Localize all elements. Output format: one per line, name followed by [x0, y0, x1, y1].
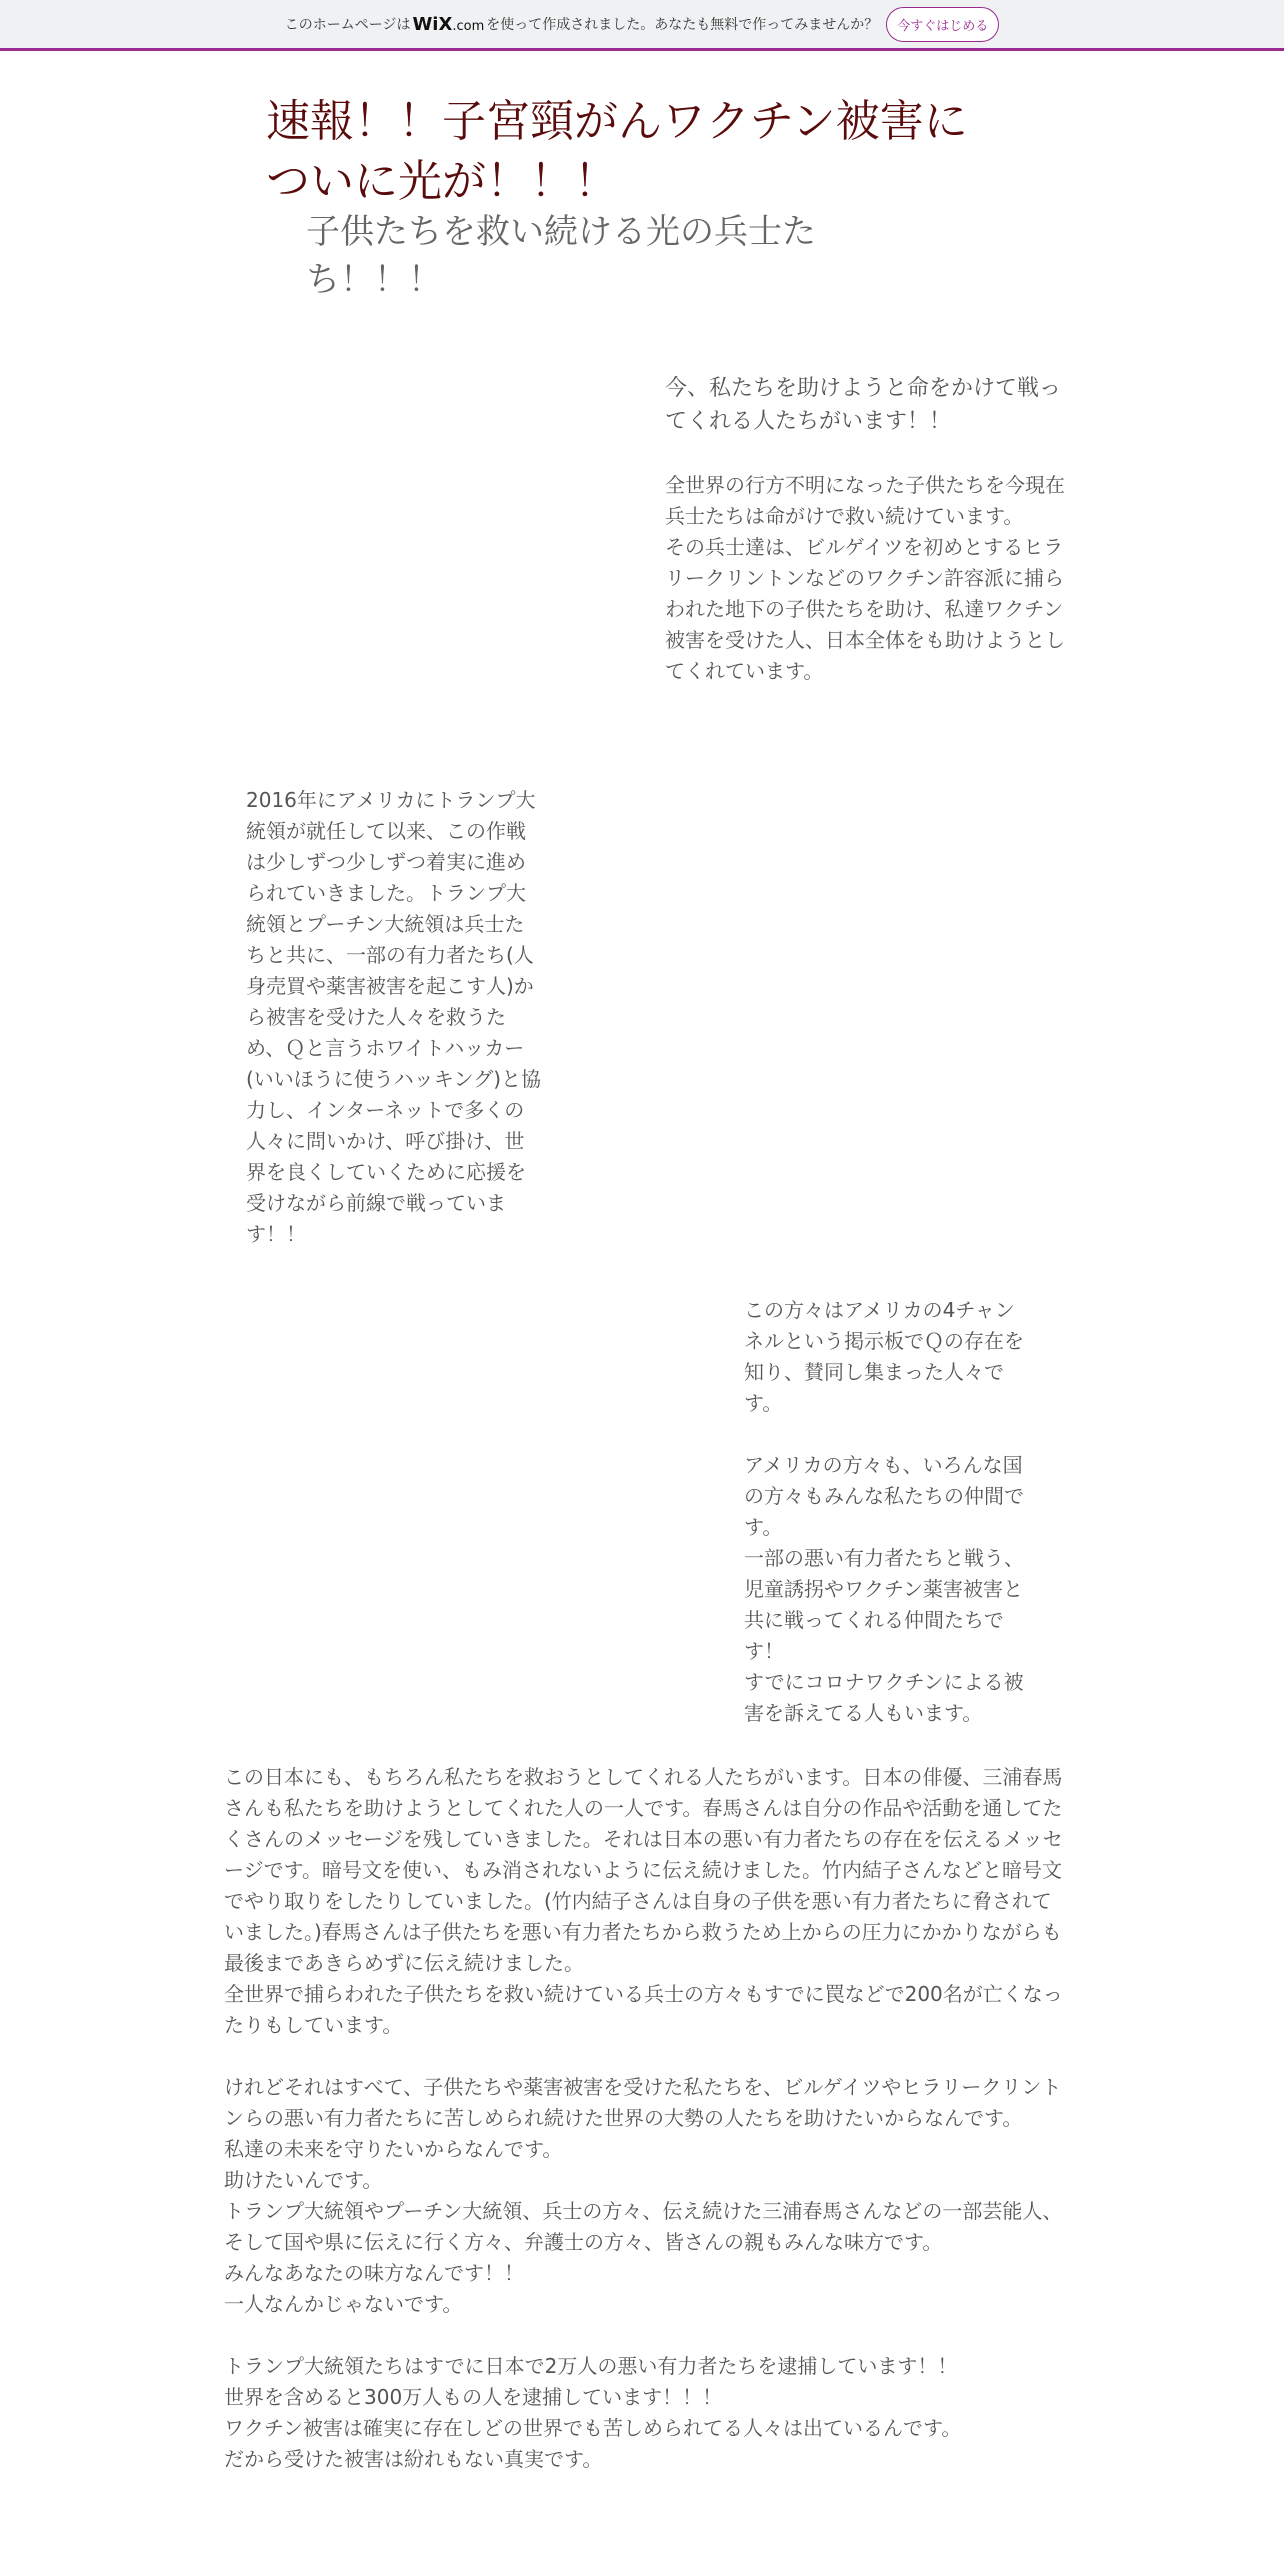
section1-line: その兵士達は、ビルゲイツを初めとするヒラリークリントンなどのワクチン許容派に捕らわれた地下の子供たちを助け、私達ワクチン被害を受けた人、日本全体をも助けようとしてくれています。 [665, 535, 1065, 683]
wix-logo[interactable] [412, 14, 484, 35]
wix-banner-text-after: を使って作成されました。あなたも無料で作ってみませんか？ [486, 17, 879, 33]
page-headline: 速報！！子宮頸がんワクチン被害についに光が！！！ [266, 96, 968, 207]
section1-lead [665, 372, 1065, 438]
section3-line: 一部の悪い有力者たちと戦う、児童誘拐やワクチン薬害被害と共に戦ってくれる仲間たちです！ [744, 1546, 1024, 1663]
section4-line: 助けたいんです。 [224, 2168, 383, 2192]
section4-line: 全世界で捕らわれた子供たちを救い続けている兵士の方々もすでに罠などで200名が亡くなったりもしています。 [224, 1982, 1063, 2037]
section4-line: けれどそれはすべて、子供たちや薬害被害を受けた私たちを、ビルゲイツやヒラリークリントンらの悪い有力者たちに苦しめられ続けた世界の大勢の人たちを助けたいからなんです。 [224, 2075, 1062, 2130]
section3-line: アメリカの方々も、いろんな国の方々もみんな私たちの仲間です。 [744, 1453, 1024, 1539]
section4-line: トランプ大統領たちはすでに日本で2万人の悪い有力者たちを逮捕しています！！ [224, 2354, 958, 2378]
section4-line: トランプ大統領やプーチン大統領、兵士の方々、伝え続けた三浦春馬さんなどの一部芸能人、そして国や県に伝えに行く方々、弁護士の方々、皆さんの親もみんな味方です。 [224, 2199, 1063, 2254]
wix-banner-text-before: このホームページは [284, 17, 411, 33]
section4-line: この日本にも、もちろん私たちを救おうとしてくれる人たちがいます。日本の俳優、三浦春馬さんも私たちを助けようとしてくれた人の一人です。春馬さんは自分の作品や活動を通してたくさんのメッセージを残していきました。それは日本の悪い有力者たちの存在を伝えるメッセージです。暗号文を使い、もみ消されないように伝え続けました。竹内結子さんなどと暗号文でやり取りをしたりしていました。(竹内結子さんは自身の子供を悪い有力者たちに脅されていました。)春馬さんは子供たちを悪い有力者たちから救うため上からの圧力にかかりながらも最後まであきらめずに伝え続けました。 [224, 1765, 1063, 1975]
section4-line: 世界を含めると300万人もの人を逮捕しています！！！ [224, 2385, 723, 2409]
page-subhead: 子供たちを救い続ける光の兵士たち！！！ [306, 212, 816, 300]
start-now-button[interactable]: 今すぐはじめる [886, 7, 999, 42]
section4-line: みんなあなたの味方なんです！！ [224, 2261, 524, 2285]
section4-spacer [224, 2041, 1064, 2072]
section2-line: 2016年にアメリカにトランプ大統領が就任して以来、この作戦は少しずつ少しずつ着実に進められていきました。トランプ大統領とプーチン大統領は兵士たちと共に、一部の有力者たち(人身売買や薬害被害を起こす人)から被害を受けた人々を救うため、Ｑと言うホワイトハッカー(いいほうに使うハッキング)と協力し、インターネットで多くの人々に問いかけ、呼び掛け、世界を良くしていくために応援を受けながら前線で戦っています！！ [246, 788, 542, 1246]
section4-line: 私達の未来を守りたいからなんです。 [224, 2137, 563, 2161]
section3-body [744, 1295, 1034, 1729]
section1-body [665, 470, 1065, 687]
section4-body [224, 1762, 1064, 2475]
section4-line: だから受けた被害は紛れもない真実です。 [224, 2447, 603, 2471]
section4-line: ワクチン被害は確実に存在しどの世界でも苦しめられてる人々は出ているんです。 [224, 2416, 962, 2440]
wix-promo-banner [0, 0, 1284, 51]
section4-line: 一人なんかじゃないです。 [224, 2292, 463, 2316]
wix-logo-suffix: .com [452, 18, 485, 34]
section3-line: この方々はアメリカの4チャンネルという掲示板でＱの存在を知り、賛同し集まった人々です。 [744, 1298, 1024, 1415]
section2-body [246, 785, 542, 1250]
section1-lead-line: 今、私たちを助けようと命をかけて戦ってくれる人たちがいます！！ [665, 376, 1062, 434]
section1-line: 全世界の行方不明になった子供たちを今現在兵士たちは命がけで救い続けています。 [665, 473, 1065, 528]
section3-line: すでにコロナワクチンによる被害を訴えてる人もいます。 [744, 1670, 1024, 1725]
wix-logo-text: WiX [412, 13, 453, 35]
section3-spacer [744, 1419, 1034, 1450]
section4-spacer [224, 2320, 1064, 2351]
